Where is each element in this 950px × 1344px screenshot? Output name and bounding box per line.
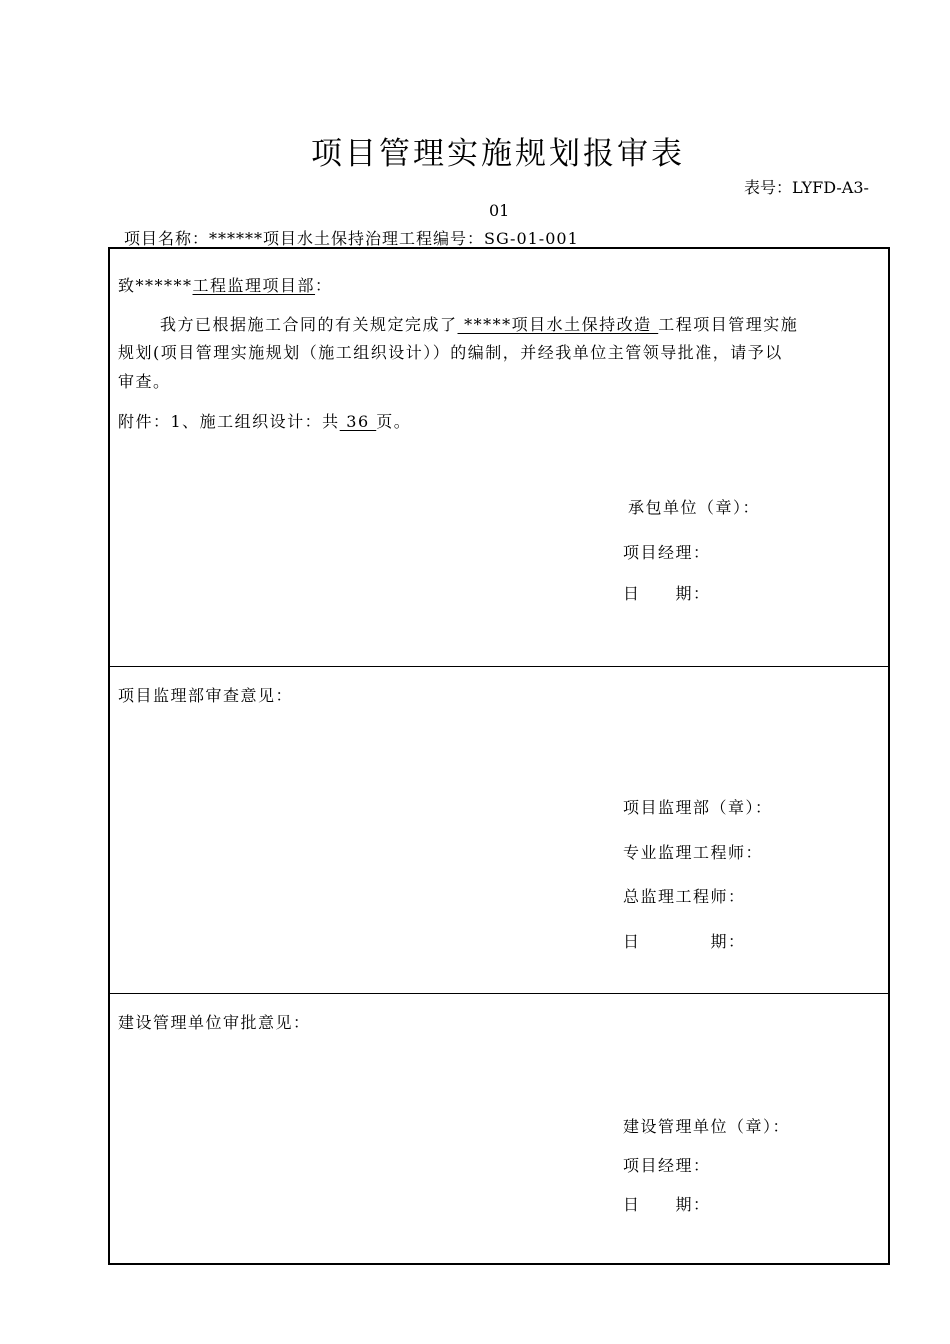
construction-approval-heading: 建设管理单位审批意见：	[118, 1013, 311, 1032]
attachment-suffix: 页。	[376, 412, 412, 431]
contractor-seal-label: 承包单位（章）：	[628, 498, 761, 517]
section-divider	[110, 666, 888, 667]
chief-engineer-label: 总监理工程师：	[623, 887, 746, 906]
form-number: 表号：LYFD-A3-	[744, 178, 869, 197]
addressee-suffix: ：	[315, 276, 333, 295]
addressee-prefix: 致******	[118, 276, 193, 295]
project-manager-label: 项目经理：	[623, 543, 711, 562]
form-number-continued: 01	[489, 201, 510, 220]
construction-unit-seal-label: 建设管理单位（章）：	[623, 1117, 791, 1136]
supervision-review-heading: 项目监理部审查意见：	[118, 686, 294, 705]
section-divider	[110, 993, 888, 994]
specialist-engineer-label: 专业监理工程师：	[623, 843, 764, 862]
date-label: 日 期：	[623, 584, 711, 603]
form-title: 项目管理实施规划报审表	[311, 136, 685, 172]
date-label: 日 期：	[623, 932, 746, 951]
attachment-page-count: 36	[339, 412, 377, 431]
project-manager-label: 项目经理：	[623, 1156, 711, 1175]
addressee-name: 工程监理项目部	[192, 276, 316, 295]
supervision-dept-seal-label: 项目监理部（章）：	[623, 798, 773, 817]
statement-text-1b: 工程项目管理实施	[658, 315, 799, 334]
approval-form-table	[108, 247, 890, 1265]
statement-line-3: 审查。	[118, 372, 171, 391]
statement-line-2: 规划(项目管理实施规划（施工组织设计））的编制，并经我单位主管领导批准，请予以	[118, 343, 783, 362]
date-label: 日 期：	[623, 1195, 711, 1214]
statement-text-1: 我方已根据施工合同的有关规定完成了	[160, 315, 458, 334]
attachment-line	[118, 409, 411, 432]
addressee-line	[118, 273, 333, 296]
project-fill-in: *****项目水土保持改造	[457, 315, 659, 334]
statement-line-1	[160, 312, 798, 335]
project-name-line: 项目名称：******项目水土保持治理工程编号：SG-01-001	[124, 229, 579, 248]
attachment-text: 附件：1、施工组织设计：共	[118, 412, 340, 431]
